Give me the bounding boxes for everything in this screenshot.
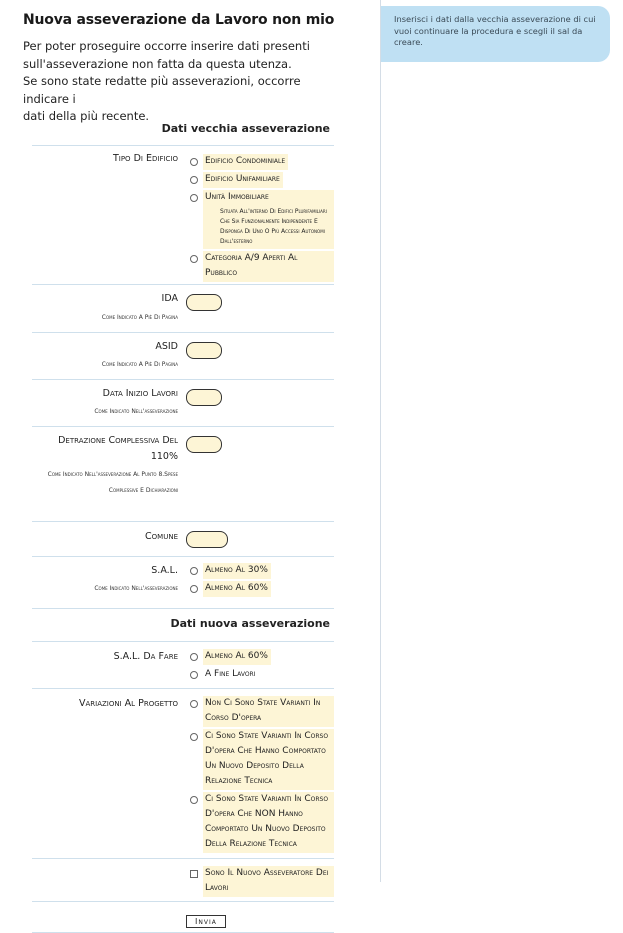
option-label: Edificio Condominiale — [203, 154, 288, 170]
asseverazione-form — [32, 118, 334, 933]
ida-input[interactable] — [186, 294, 222, 311]
radio-edificio-unifamiliare[interactable] — [186, 172, 334, 188]
option-note: Situata All'interno Di Edifici Plurifamiliari Che Sia Funzionalmente Indipendente E Disponga Di Uno O Più Accessi Autonomi Dall'esterno — [220, 208, 327, 245]
option-label: A Fine Lavori — [205, 669, 256, 679]
column-divider — [380, 0, 381, 882]
help-tooltip — [381, 6, 610, 62]
option-label: Almeno Al 60% — [203, 581, 271, 597]
option-label: Categoria A/9 Aperti Al Pubblico — [203, 251, 334, 282]
radio-button[interactable] — [190, 194, 198, 202]
intro-line: Se sono state redatte più asseverazioni, occorre indicare i — [23, 74, 301, 106]
radio-unita-immobiliare[interactable] — [186, 190, 334, 249]
radio-variazioni-nessuna[interactable] — [186, 696, 334, 727]
intro-line: Per poter proseguire occorre inserire dati presenti — [23, 39, 310, 53]
radio-button[interactable] — [190, 567, 198, 575]
data-inizio-label: Data Inizio Lavori — [102, 388, 178, 399]
option-label: Unità Immobiliare — [205, 192, 269, 202]
radio-edificio-condominiale[interactable] — [186, 154, 334, 170]
radio-sal-30[interactable] — [186, 563, 334, 579]
radio-button[interactable] — [190, 585, 198, 593]
row-detrazione — [32, 427, 334, 522]
option-label: Ci Sono State Varianti In Corso D'opera Che Hanno Comportato Un Nuovo Deposito Della Relazione Tecnica — [203, 729, 334, 790]
main-content — [23, 12, 338, 126]
row-asid — [32, 333, 334, 380]
detrazione-label: Detrazione Complessiva Del 110% — [58, 435, 178, 462]
variazioni-label: Variazioni Al Progetto — [78, 698, 178, 709]
sal-label: S.A.L. — [151, 565, 178, 576]
option-label: Almeno Al 60% — [203, 649, 271, 665]
row-sal — [32, 557, 334, 609]
row-comune — [32, 522, 334, 557]
radio-sal-da-fare-fine[interactable] — [186, 667, 334, 683]
data-inizio-input[interactable] — [186, 389, 222, 406]
row-tipo-edificio — [32, 146, 334, 285]
radio-sal-60[interactable] — [186, 581, 334, 597]
row-data-inizio — [32, 380, 334, 427]
radio-sal-da-fare-60[interactable] — [186, 649, 334, 665]
detrazione-input[interactable] — [186, 436, 222, 453]
sal-da-fare-label: S.A.L. Da Fare — [113, 651, 178, 662]
submit-button[interactable]: Invia — [186, 915, 226, 928]
row-submit — [32, 902, 334, 933]
radio-button[interactable] — [190, 733, 198, 741]
asid-label: ASID — [155, 341, 178, 352]
option-label: Sono Il Nuovo Asseveratore Dei Lavori — [203, 866, 334, 897]
section-title-old: Dati vecchia asseverazione — [161, 122, 330, 135]
intro-line: sull'asseverazione non fatta da questa utenza. — [23, 56, 292, 71]
ida-label: IDA — [161, 293, 178, 304]
radio-button[interactable] — [190, 158, 198, 166]
option-label: Non Ci Sono State Varianti In Corso D'opera — [203, 696, 334, 727]
help-tooltip-text: Inserisci i dati dalla vecchia asseverazione di cui vuoi continuare la procedura e scegli il sal da creare. — [394, 14, 596, 47]
section-header-old — [32, 118, 334, 146]
radio-variazioni-con-deposito[interactable] — [186, 729, 334, 790]
detrazione-sublabel: Come Indicato Nell'asseverazione Al Punto 8.Spese Complessive E Dichiarazioni — [47, 471, 178, 494]
option-label: Ci Sono State Varianti In Corso D'opera Che NON Hanno Comportato Un Nuovo Deposito Della Relazione Tecnica — [203, 792, 334, 853]
intro-text — [23, 38, 338, 126]
ida-sublabel: Come Indicato A Piè Di Pagina — [101, 314, 178, 321]
radio-categoria-a9[interactable] — [186, 251, 334, 282]
row-ida — [32, 285, 334, 333]
row-variazioni — [32, 689, 334, 859]
radio-button[interactable] — [190, 796, 198, 804]
data-inizio-sublabel: Come Indicato Nell'asseverazione — [94, 408, 178, 415]
tipo-edificio-label: Tipo Di Edificio — [112, 153, 178, 164]
radio-button[interactable] — [190, 653, 198, 661]
page-title: Nuova asseverazione da Lavoro non mio — [23, 12, 335, 28]
radio-button[interactable] — [190, 700, 198, 708]
checkbox[interactable] — [190, 870, 198, 878]
section-header-new — [32, 609, 334, 642]
comune-label: Comune — [145, 531, 178, 542]
radio-button[interactable] — [190, 671, 198, 679]
row-nuovo-asseveratore — [32, 859, 334, 902]
option-label-block — [203, 190, 334, 249]
radio-button[interactable] — [190, 176, 198, 184]
sal-sublabel: Come Indicato Nell'asseverazione — [94, 585, 178, 592]
option-label: Almeno Al 30% — [203, 563, 271, 579]
intro-line: dati della più recente. — [23, 109, 150, 123]
comune-input[interactable] — [186, 531, 228, 548]
radio-button[interactable] — [190, 255, 198, 263]
option-label: Edificio Unifamiliare — [203, 172, 283, 188]
asid-sublabel: Come Indicato A Piè Di Pagina — [101, 361, 178, 368]
section-title-new: Dati nuova asseverazione — [170, 617, 330, 630]
radio-variazioni-senza-deposito[interactable] — [186, 792, 334, 853]
row-sal-da-fare — [32, 642, 334, 689]
asid-input[interactable] — [186, 342, 222, 359]
